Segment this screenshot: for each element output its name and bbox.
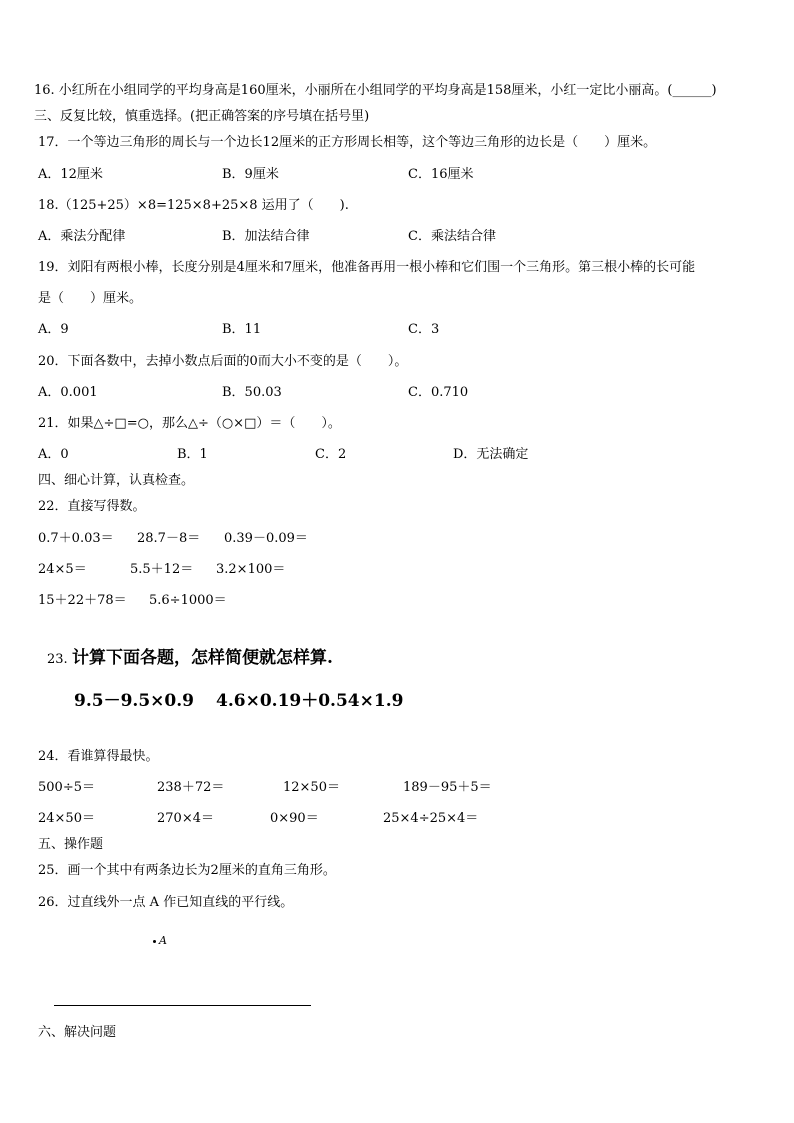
point-dot-icon [153,940,156,943]
question-22-title: 22．直接写得数。 [38,499,146,514]
q23-expression: 9.5－9.5×0.9 [74,691,194,711]
question-23-number: 23. [47,652,68,667]
q19-option-c: C．3 [408,322,440,337]
q22-item: 0.7＋0.03＝ [38,531,114,546]
q22-item: 28.7－8＝ [137,531,201,546]
q23-expression: 4.6×0.19＋0.54×1.9 [216,691,404,711]
q21-option-d: D．无法确定 [453,447,529,462]
question-20: 20．下面各数中，去掉小数点后面的0而大小不变的是（ ）。 [38,354,408,369]
q24-item: 25×4÷25×4＝ [383,811,479,826]
q18-option-a: A．乘法分配律 [38,229,126,244]
point-a [153,934,167,947]
q20-option-a: A．0.001 [38,385,98,400]
q22-item: 24×5＝ [38,562,87,577]
question-26: 26．过直线外一点 A 作已知直线的平行线。 [38,895,294,910]
q19-option-b: B．11 [222,322,262,337]
question-17: 17．一个等边三角形的周长与一个边长12厘米的正方形周长相等，这个等边三角形的边长是（ ）厘米。 [38,135,657,150]
question-24-title: 24．看谁算得最快。 [38,749,159,764]
q22-item: 5.6÷1000＝ [149,593,227,608]
q17-option-c: C．16厘米 [408,167,474,182]
q17-option-a: A．12厘米 [38,167,103,182]
q24-item: 238＋72＝ [157,780,225,795]
question-18: 18.（125+25）×8=125×8+25×8 运用了（ ). [38,198,349,213]
section-3-heading: 三、反复比较，慎重选择。(把正确答案的序号填在括号里) [34,109,370,124]
q21-option-a: A．0 [38,447,69,462]
q24-item: 24×50＝ [38,811,95,826]
section-6-heading: 六、解决问题 [38,1025,117,1040]
q17-option-b: B．9厘米 [222,167,279,182]
point-a-label: A [159,934,167,947]
q21-option-c: C．2 [315,447,347,462]
q22-item: 15＋22＋78＝ [38,593,127,608]
question-23-title: 计算下面各题，怎样简便就怎样算. [72,648,333,668]
q22-item: 3.2×100＝ [216,562,286,577]
question-19-line-1: 19．刘阳有两根小棒，长度分别是4厘米和7厘米，他准备再用一根小棒和它们围一个三角形。第三根小棒的长可能 [38,260,696,275]
q22-item: 5.5＋12＝ [130,562,194,577]
q20-option-c: C．0.710 [408,385,469,400]
q24-item: 270×4＝ [157,811,214,826]
question-16: 16. 小红所在小组同学的平均身高是160厘米，小丽所在小组同学的平均身高是158厘米，小红一定比小丽高。(______) [34,83,717,98]
q24-item: 500÷5＝ [38,780,95,795]
q20-option-b: B．50.03 [222,385,282,400]
question-25: 25．画一个其中有两条边长为2厘米的直角三角形。 [38,863,336,878]
question-19-line-2: 是（ ）厘米。 [38,291,143,306]
q24-item: 0×90＝ [270,811,319,826]
question-21: 21．如果△÷□=○，那么△÷（○×□）＝（ ）。 [38,416,341,431]
q24-item: 12×50＝ [283,780,340,795]
q18-option-b: B．加法结合律 [222,229,310,244]
given-straight-line [54,1005,311,1006]
q21-option-b: B．1 [177,447,208,462]
section-4-heading: 四、细心计算，认真检查。 [38,473,195,488]
section-5-heading: 五、操作题 [38,837,104,852]
q24-item: 189－95＋5＝ [403,780,492,795]
q18-option-c: C．乘法结合律 [408,229,496,244]
q19-option-a: A．9 [38,322,69,337]
q22-item: 0.39－0.09＝ [224,531,308,546]
